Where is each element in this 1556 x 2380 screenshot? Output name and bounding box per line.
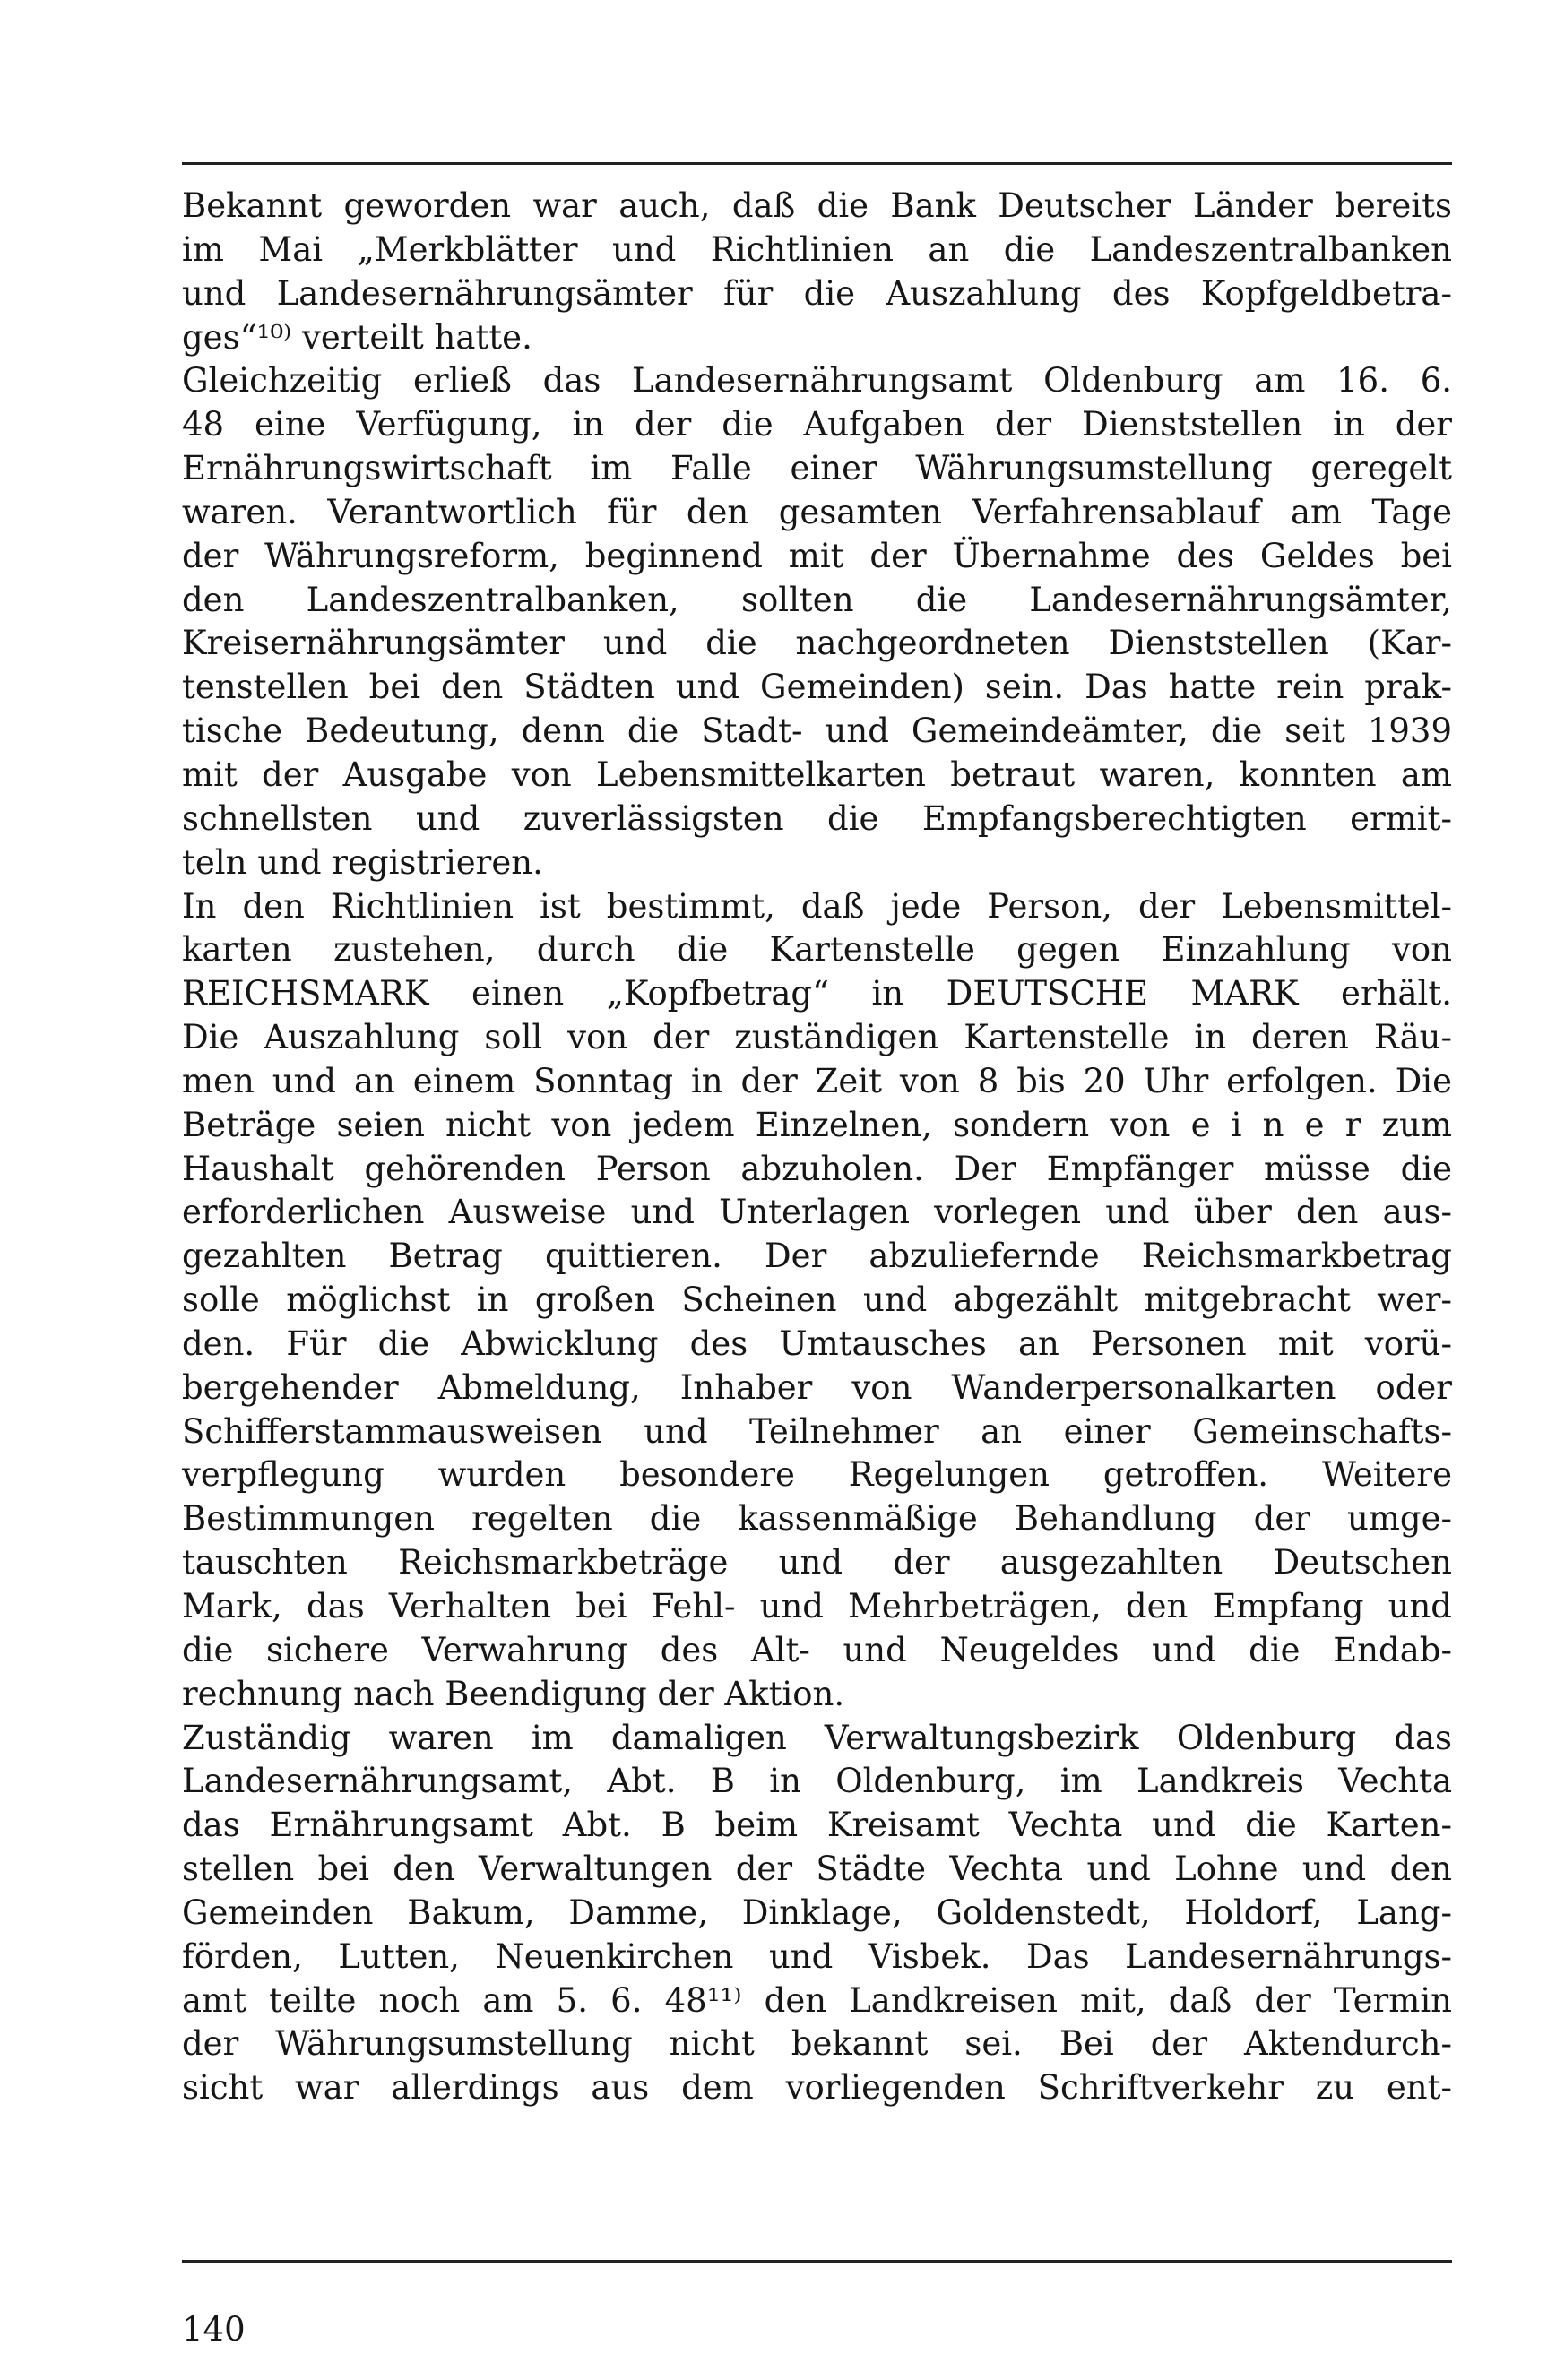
text-line: der Währungsreform, beginnend mit der Übernahme des Geldes bei — [182, 536, 1452, 575]
text-line: sicht war allerdings aus dem vorliegenden Schriftverkehr zu ent- — [182, 2068, 1452, 2108]
text-line: stellen bei den Verwaltungen der Städte Vechta und Lohne und den — [182, 1850, 1452, 1889]
text-line: amt teilte noch am 5. 6. 48¹¹⁾ den Landkreisen mit, daß der Termin — [182, 1980, 1452, 2020]
text-line: Haushalt gehörenden Person abzuholen. Der Empfänger müsse die — [182, 1149, 1452, 1188]
body-text — [182, 185, 1452, 2110]
text-line: waren. Verantwortlich für den gesamten Verfahrensablauf am Tage — [182, 492, 1452, 531]
text-line: In den Richtlinien ist bestimmt, daß jede Person, der Lebensmittel- — [182, 886, 1452, 926]
text-line: Gleichzeitig erließ das Landesernährungsamt Oldenburg am 16. 6. — [182, 361, 1452, 401]
page-number: 140 — [182, 2310, 246, 2349]
bottom-rule — [182, 2260, 1452, 2263]
text-line: Bestimmungen regelten die kassenmäßige Behandlung der umge- — [182, 1499, 1452, 1539]
text-line: das Ernährungsamt Abt. B beim Kreisamt Vechta und die Karten- — [182, 1806, 1452, 1845]
text-line: Die Auszahlung soll von der zuständigen Kartenstelle in deren Räu- — [182, 1018, 1452, 1057]
text-line: solle möglichst in großen Scheinen und abgezählt mitgebracht wer- — [182, 1281, 1452, 1320]
text-line: tauschten Reichsmarkbeträge und der ausgezahlten Deutschen — [182, 1543, 1452, 1582]
text-line: men und an einem Sonntag in der Zeit von 8 bis 20 Uhr erfolgen. Die — [182, 1061, 1452, 1100]
text-line: die sichere Verwahrung des Alt- und Neugeldes und die Endab- — [182, 1630, 1452, 1669]
text-line: Ernährungswirtschaft im Falle einer Währungsumstellung geregelt — [182, 449, 1452, 488]
text-line: tische Bedeutung, denn die Stadt- und Gemeindeämter, die seit 1939 — [182, 711, 1452, 751]
text-line: tenstellen bei den Städten und Gemeinden) sein. Das hatte rein prak- — [182, 668, 1452, 707]
text-line: Kreisernährungsämter und die nachgeordneten Dienststellen (Kar- — [182, 624, 1452, 663]
text-line: gezahlten Betrag quittieren. Der abzuliefernde Reichsmarkbetrag — [182, 1237, 1452, 1276]
text-line: Mark, das Verhalten bei Fehl- und Mehrbeträgen, den Empfang und — [182, 1587, 1452, 1625]
text-line: Gemeinden Bakum, Damme, Dinklage, Goldenstedt, Holdorf, Lang- — [182, 1893, 1452, 1932]
text-line: 48 eine Verfügung, in der die Aufgaben der Dienststellen in der — [182, 405, 1452, 444]
text-line: Beträge seien nicht von jedem Einzelnen, sondern von e i n e r zum — [182, 1105, 1452, 1144]
text-line: Schifferstammausweisen und Teilnehmer an einer Gemeinschafts- — [182, 1411, 1452, 1451]
text-line: förden, Lutten, Neuenkirchen und Visbek. Das Landesernährungs- — [182, 1936, 1452, 1976]
top-rule — [182, 162, 1452, 165]
text-line: den Landeszentralbanken, sollten die Landesernährungsämter, — [182, 580, 1452, 619]
text-line: verpflegung wurden besondere Regelungen getroffen. Weitere — [182, 1455, 1452, 1495]
text-line: REICHSMARK einen „Kopfbetrag“ in DEUTSCHE MARK erhält. — [182, 974, 1452, 1013]
text-line: karten zustehen, durch die Kartenstelle gegen Einzahlung von — [182, 930, 1452, 970]
text-line: Bekannt geworden war auch, daß die Bank Deutscher Länder bereits — [182, 186, 1452, 225]
text-line: mit der Ausgabe von Lebensmittelkarten betraut waren, konnten am — [182, 755, 1452, 794]
text-line: Zuständig waren im damaligen Verwaltungsbezirk Oldenburg das — [182, 1718, 1452, 1757]
text-line: teln und registrieren. — [182, 842, 543, 882]
text-line: schnellsten und zuverlässigsten die Empfangsberechtigten ermit- — [182, 798, 1452, 838]
text-line: Landesernährungsamt, Abt. B in Oldenburg, im Landkreis Vechta — [182, 1762, 1452, 1801]
text-line: erforderlichen Ausweise und Unterlagen vorlegen und über den aus- — [182, 1193, 1452, 1232]
text-line: den. Für die Abwicklung des Umtausches an Personen mit vorü- — [182, 1324, 1452, 1363]
text-line: im Mai „Merkblätter und Richtlinien an die Landeszentralbanken — [182, 229, 1452, 269]
text-line: rechnung nach Beendigung der Aktion. — [182, 1674, 845, 1713]
text-line: ges“¹⁰⁾ verteilt hatte. — [182, 317, 532, 357]
text-line: und Landesernährungsämter für die Auszahlung des Kopfgeldbetra- — [182, 273, 1452, 313]
text-line: bergehender Abmeldung, Inhaber von Wanderpersonalkarten oder — [182, 1367, 1452, 1407]
text-line: der Währungsumstellung nicht bekannt sei. Bei der Aktendurch- — [182, 2024, 1452, 2064]
